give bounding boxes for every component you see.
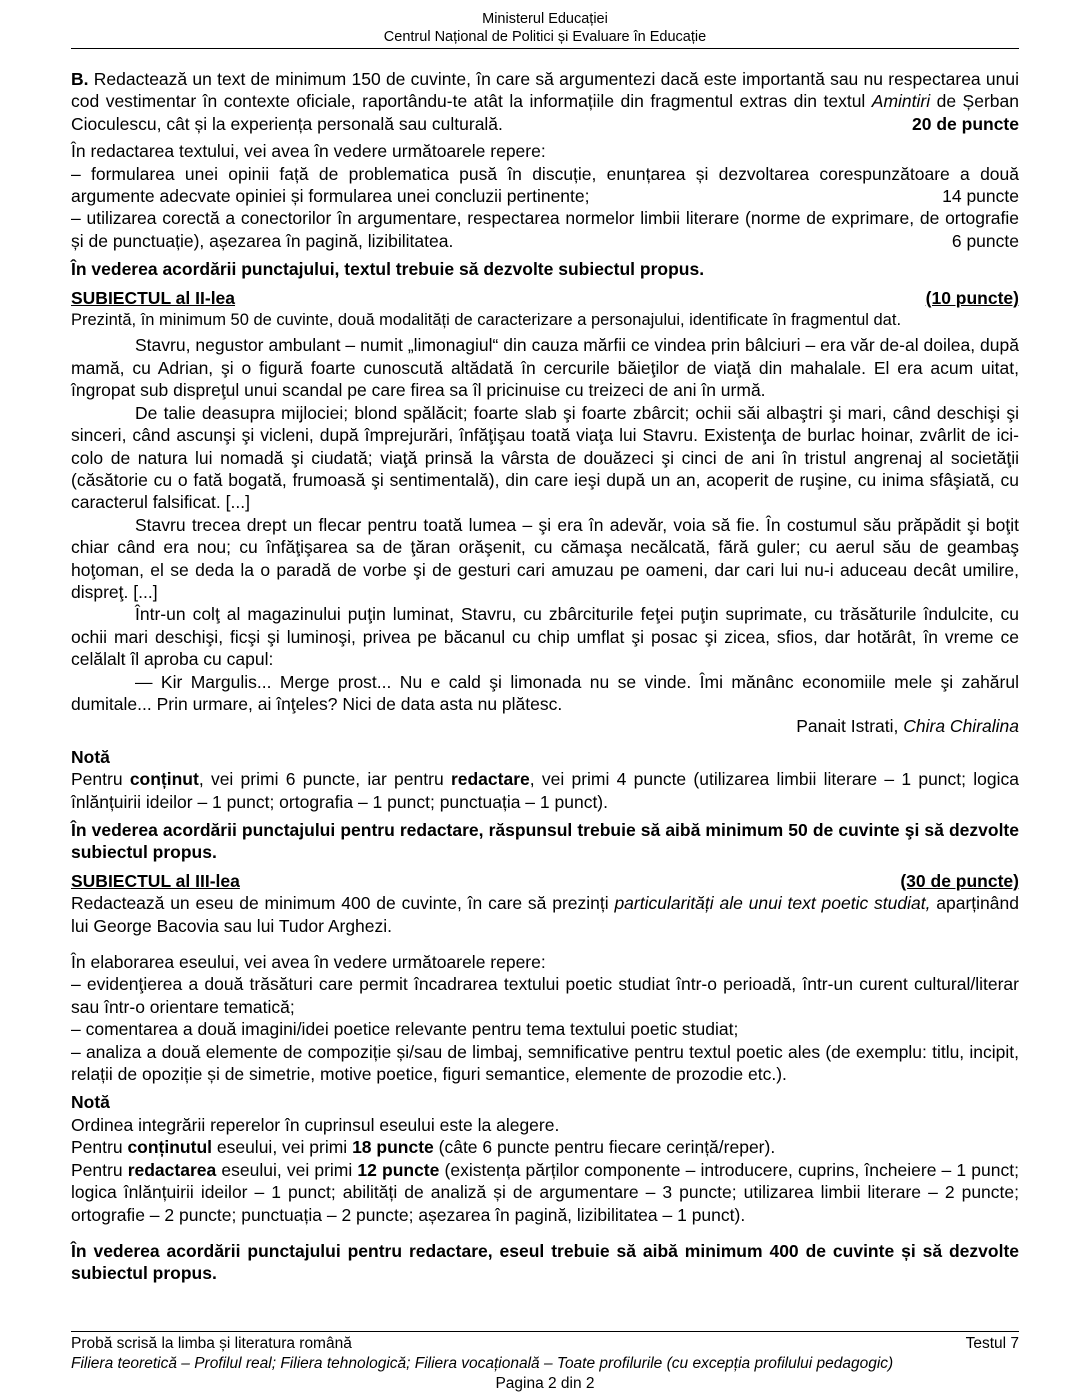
header-rule [71, 48, 1019, 49]
subiect-3-title: SUBIECTUL al III-lea [71, 870, 240, 891]
subiect-2-title-row [71, 287, 1019, 309]
subiect-3 [71, 870, 1019, 1285]
ministry-name: Ministerul Educației [482, 11, 608, 27]
subiect-3-n3: Pentru redactarea eseului, vei primi 12 puncte (existența părților componente – introducere, cuprins, încheiere – 1 punct; logica înlănțuirii ideilor – 1 punct; abilități de analiză și de argumentare – 3 puncte; utilizarea limbii literare – 2 puncte; ortografie – 2 puncte; punctuația – 2 puncte; așezarea în pagină, lizibilitatea – 1 punct). [71, 1159, 1019, 1225]
page-number: Pagina 2 din 2 [495, 1375, 595, 1392]
part-b-note: În vederea acordării punctajului, textul trebuie să dezvolte subiectul propus. [71, 259, 705, 280]
subiect-3-item1: – evidenţierea a două trăsături care permit încadrarea textului poetic studiat într-o perioadă, într-un curent cultural/literar sau într-o orientare tematică; [71, 974, 1019, 1017]
subiect-3-item2: – comentarea a două imagini/idei poetice relevante pentru tema textului poetic studiat; [71, 1019, 739, 1040]
fragment-p5: — Kir Margulis... Merge prost... Nu e cald şi limonada nu se vinde. Îmi mănânc economiile mele şi zahărul dumitale... Prin urmare, ai înţeles? Nici de data asta nu plătesc. [71, 671, 1019, 714]
subiect-2 [71, 287, 1019, 864]
subiect-3-nota-label: Notă [71, 1092, 110, 1113]
subiect-2-note-bold: În vederea acordării punctajului pentru redactare, răspunsul trebuie să aibă minimum 50 de cuvinte şi să dezvolte subiectul propus. [71, 820, 1019, 863]
subiect-3-task: Redactează un eseu de minimum 400 de cuvinte, în care să prezinți particularități ale unui text poetic studiat, aparținând lui George Bacovia sau lui Tudor Arghezi. [71, 893, 1019, 936]
subiect-3-n1: Ordinea integrării reperelor în cuprinsul eseului este la alegere. [71, 1114, 560, 1135]
fragment-p1: Stavru, negustor ambulant – numit „limonagiul“ din cauza mărfii ce vindea prin bâlciuri – era văr de-al doilea, după mamă, cu Adrian, şi o figură foarte cunoscută altădată în cercurile băieţilor de viaţă din mahalale. El era acum uitat, îngropat sub dispreţul unui scandal pe care firea sa îl pricinuise cu treizeci de ani în urmă. [71, 335, 1019, 401]
fragment-source: Panait Istrati, Chira Chiralina [796, 716, 1019, 737]
part-b-intro: În redactarea textului, vei avea în vedere următoarele repere: [71, 141, 546, 162]
page-footer [71, 1331, 1019, 1394]
fragment-p2: De talie deasupra mijlociei; blond spălăcit; foarte slab şi foarte zbârcit; ochii săi albaştri şi mari, când deschişi şi sinceri, când ascunşi şi vicleni, după împrejurări, înfăţişau toată viaţa lui Stavru. Existenţa de burlac hoinar, zvârlit de ici-colo de natura lui nomadă şi ciudată; viaţă prinsă la vârsta de douăzeci şi cinci de ani în tristul angrenaj al societăţii (căsătorie cu o fată bogată, frumoasă şi sentimentală), din care ieşi după un an, acoperit de ruşine, cu inima sfâşiată, cu caracterul falsificat. [...] [71, 402, 1019, 513]
subiect-2-nota-label: Notă [71, 746, 110, 767]
footer-filiera: Filiera teoretică – Profilul real; Filiera tehnologică; Filiera vocațională – Toate profilurile (cu excepția profilului pedagogic) [71, 1355, 894, 1372]
part-b-points: 20 de puncte [912, 113, 1019, 134]
subiect-2-points: (10 puncte) [925, 287, 1019, 308]
work-title: Amintiri [871, 91, 931, 112]
part-b-task: B. Redactează un text de minimum 150 de cuvinte, în care să argumentezi dacă este importantă sau nu respectarea unui cod vestimentar în contexte oficiale, raportându-te atât la informațiile din fragmentul extras din textul Amintiri de Șerban Cioculescu, cât și la experiența personală sau culturală. 20 de puncte [71, 69, 1019, 134]
subiect-3-item3: – analiza a două elemente de compoziție și/sau de limbaj, semnificative pentru textul poetic ales (de exemplu: titlu, incipit, relații de opoziție și de simetrie, motive poetice, figuri semantice, elemente de prozodie etc.). [71, 1041, 1019, 1085]
subiect-3-title-row [71, 870, 1019, 892]
exam-page [71, 0, 1019, 1285]
part-b [71, 68, 1019, 281]
fragment-p3: Stavru trecea drept un flecar pentru toată lumea – şi era în adevăr, voia să fie. În costumul său prăpădit şi boţit chiar când era nou; cu înfăţişarea sa de ţăran orăşenit, cu cămaşa necălcată, fără guler; cu aerul său de geambaş hoţoman, el se deda la o paradă de vorbe şi de gesturi cari amuzau pe oameni, dar cari lui nu-i aduceau decât umilire, dispreţ. [...] [71, 514, 1019, 602]
subiect-3-intro: În elaborarea eseului, vei avea în vedere următoarele repere: [71, 952, 546, 973]
footer-test: Testul 7 [965, 1335, 1019, 1352]
footer-row [71, 1334, 1019, 1354]
fragment-p4: Într-un colţ al magazinului puţin luminat, Stavru, cu zbârciturile feţei puţin suprimate, cu trăsăturile îndulcite, cu ochii mari deschişi, ficşi şi luminoşi, privea pe băcanul cu chip umflat şi posac şi zicea, sfios, dar hotărât, în vreme ce celălalt îl aproba cu capul: [71, 604, 1019, 670]
item1-points: 14 puncte [942, 186, 1019, 207]
subiect-2-task: Prezintă, în minimum 50 de cuvinte, două modalități de caracterizare a personajului, identificate în fragmentul dat. [71, 311, 902, 330]
item2-points: 6 puncte [951, 230, 1019, 251]
footer-rule [71, 1331, 1019, 1332]
subiect-3-note-bold: În vederea acordării punctajului pentru redactare, eseul trebuie să aibă minimum 400 de cuvinte și să dezvolte subiectul propus. [71, 1240, 1019, 1284]
page-header [71, 0, 1019, 46]
subiect-3-n2: Pentru conținutul eseului, vei primi 18 puncte (câte 6 puncte pentru fiecare cerință/reper). [71, 1137, 776, 1158]
subiect-2-title: SUBIECTUL al II-lea [71, 287, 236, 308]
part-b-label: B. [71, 69, 89, 89]
footer-exam: Probă scrisă la limba și literatura română [71, 1335, 352, 1352]
part-b-item2: – utilizarea corectă a conectorilor în argumentare, respectarea normelor limbii literare (norme de exprimare, de ortografie și de punctuație), așezarea în pagină, lizibilitatea. 6 puncte [71, 208, 1019, 251]
subiect-2-nota: Pentru conținut, vei primi 6 puncte, iar pentru redactare, vei primi 4 puncte (utilizarea limbii literare – 1 punct; logica înlănțuirii ideilor – 1 punct; ortografia – 1 punct; punctuația – 1 punct). [71, 769, 1019, 812]
part-b-item1: – formularea unei opinii față de problematica pusă în discuție, enunțarea și dezvoltarea corespunzătoare a două argumente adecvate opiniei și formularea unei concluzii pertinente; 14 puncte [71, 163, 1019, 207]
center-name: Centrul Național de Politici și Evaluare în Educație [383, 29, 707, 45]
subiect-3-points: (30 de puncte) [900, 870, 1019, 891]
